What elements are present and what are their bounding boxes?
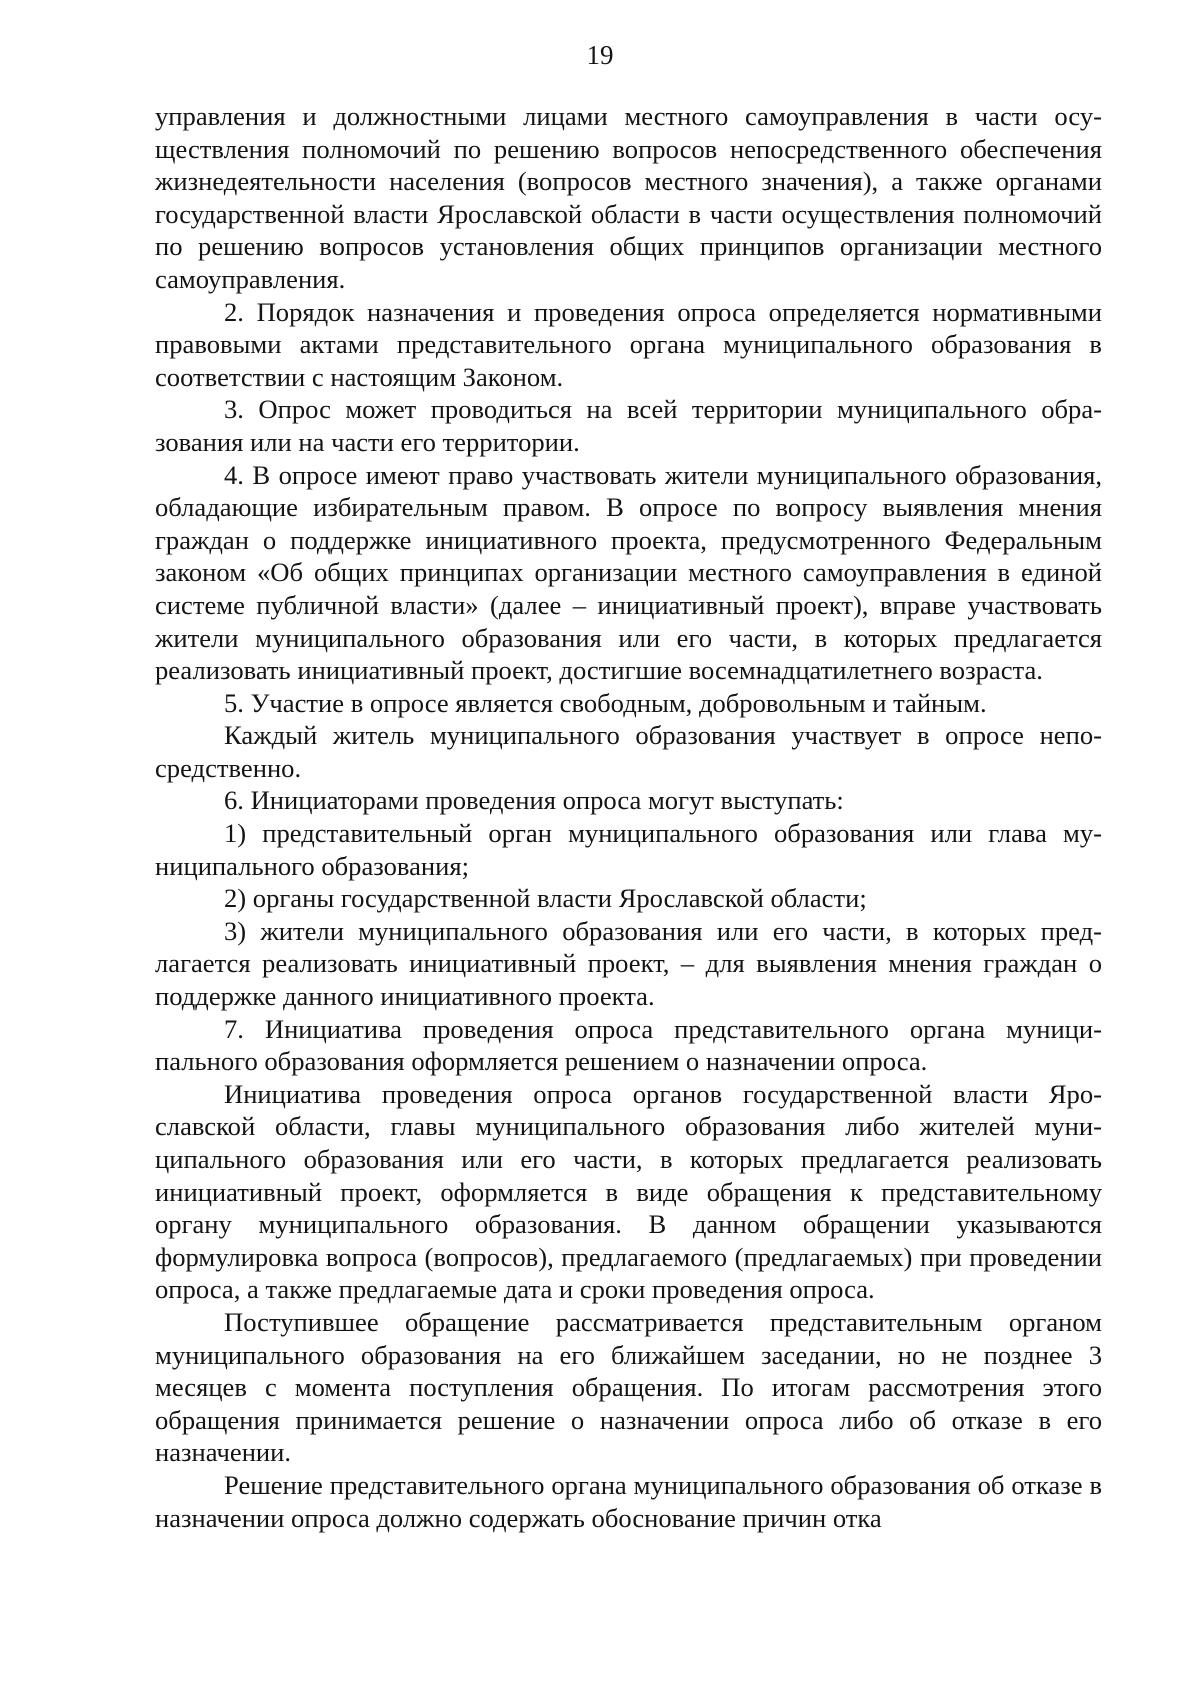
paragraph-item-6-sub-3: 3) жители муниципального образования или его части, в которых предлагается реализовать инициативный проект, – для выявления мнения граждан о поддержке данного инициативного проекта.: [155, 915, 1102, 1012]
document-body: [155, 100, 1102, 1534]
paragraph-item-2: 2. Порядок назначения и проведения опроса определяется нормативными правовыми актами представительного органа муниципального образования в соответствии с настоящим Законом.: [155, 296, 1102, 392]
paragraph-item-7-cont-2: Поступившее обращение рассматривается представительным органом муниципального образования на его ближайшем заседании, но не позднее 3 месяцев с момента поступления обращения. По итогам рассмотрения этого обращения принимается решение о назначении опроса либо об отказе в его назначении.: [155, 1306, 1102, 1468]
paragraph-item-6: 6. Инициаторами проведения опроса могут выступать:: [224, 785, 844, 816]
paragraph-item-3: 3. Опрос может проводиться на всей территории муниципального образования или на части его территории.: [155, 394, 1102, 457]
paragraph-item-7: 7. Инициатива проведения опроса представительного органа муниципального образования оформляется решением о назначении опроса.: [155, 1013, 1102, 1077]
paragraph-item-5: 5. Участие в опросе является свободным, добровольным и тайным.: [224, 687, 987, 718]
paragraph-item-5-cont: Каждый житель муниципального образования участвует в опросе непосредственно.: [155, 720, 1102, 783]
paragraph-item-6-sub-1: 1) представительный орган муниципального образования или глава муниципального образования;: [155, 818, 1102, 881]
page-number: 19: [586, 40, 614, 70]
paragraph-item-6-sub-2: 2) органы государственной власти Ярославской области;: [224, 883, 867, 914]
paragraph-item-4: 4. В опросе имеют право участвовать жители муниципального образования, обладающие избирательным правом. В опросе по вопросу выявления мнения граждан о поддержке инициативного проекта, предусмотренного Федеральным законом «Об общих принципах организации местного самоуправления в единой системе публичной власти» (далее – инициативный проект), вправе участвовать жители муниципального образования или его части, в которых предлагается реализовать инициативный проект, достигшие восемнадцатилетнего возраста.: [155, 459, 1102, 686]
paragraph-item-7-cont-1: Инициатива проведения опроса органов государственной власти Ярославской области, главы муниципального образования либо жителей муниципального образования или его части, в которых предлагается реализовать инициативный проект, оформляется в виде обращения к представительному органу муниципального образования. В данном обращении указываются формулировка вопроса (вопросов), предлагаемого (предлагаемых) при проведении опроса, а также предлагаемые дата и сроки проведения опроса.: [155, 1078, 1102, 1305]
paragraph-item-7-cont-3: Решение представительного органа муниципального образования об отказе в назначении опроса должно содержать обоснование причин отка: [155, 1469, 1102, 1533]
paragraph-continuation: управления и должностными лицами местного самоуправления в части осуществления полномочий по решению вопросов непосредственного обеспечения жизнедеятельности населения (вопросов местного значения), а также органами государственной власти Ярославской области в части осуществления полномочий по решению вопросов установления общих принципов организации местного самоуправления.: [155, 101, 1102, 294]
